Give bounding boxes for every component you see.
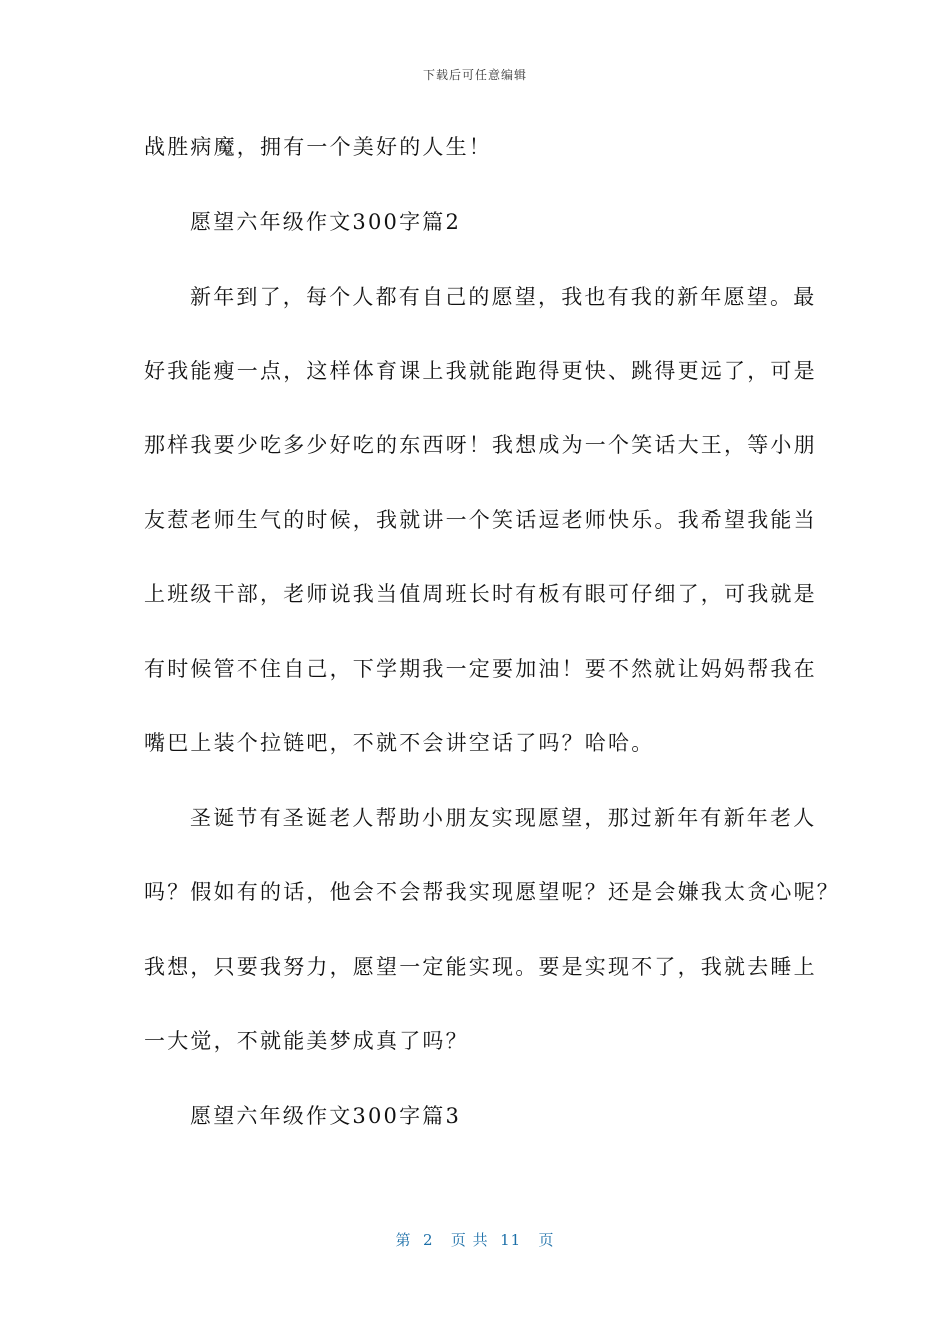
paragraph-line: 圣诞节有圣诞老人帮助小朋友实现愿望，那过新年有新年老人 [190,806,817,830]
paragraph-line: 友惹老师生气的时候，我就讲一个笑话逗老师快乐。我希望我能当 [144,508,817,532]
paragraph-line: 一大觉，不就能美梦成真了吗？ [144,1029,469,1053]
paragraph-line: 嘴巴上装个拉链吧，不就不会讲空话了吗？哈哈。 [144,731,655,755]
section-heading: 愿望六年级作文300字篇3 [190,1104,462,1128]
page-number-footer: 第 2 页 共 11 页 [395,1231,555,1249]
paragraph-line: 好我能瘦一点，这样体育课上我就能跑得更快、跳得更远了，可是 [144,359,817,383]
paragraph-line: 我想，只要我努力，愿望一定能实现。要是实现不了，我就去睡上 [144,955,817,979]
paragraph-line: 吗？假如有的话，他会不会帮我实现愿望呢？还是会嫌我太贪心呢？ [144,880,840,904]
paragraph-line: 那样我要少吃多少好吃的东西呀！我想成为一个笑话大王，等小朋 [144,433,817,457]
paragraph-line: 战胜病魔，拥有一个美好的人生！ [144,135,492,159]
paragraph-line: 有时候管不住自己，下学期我一定要加油！要不然就让妈妈帮我在 [144,657,817,681]
section-heading: 愿望六年级作文300字篇2 [190,210,462,234]
header-note: 下载后可任意编辑 [422,68,527,82]
paragraph-line: 新年到了，每个人都有自己的愿望，我也有我的新年愿望。最 [190,285,817,309]
paragraph-line: 上班级干部，老师说我当值周班长时有板有眼可仔细了，可我就是 [144,582,817,606]
